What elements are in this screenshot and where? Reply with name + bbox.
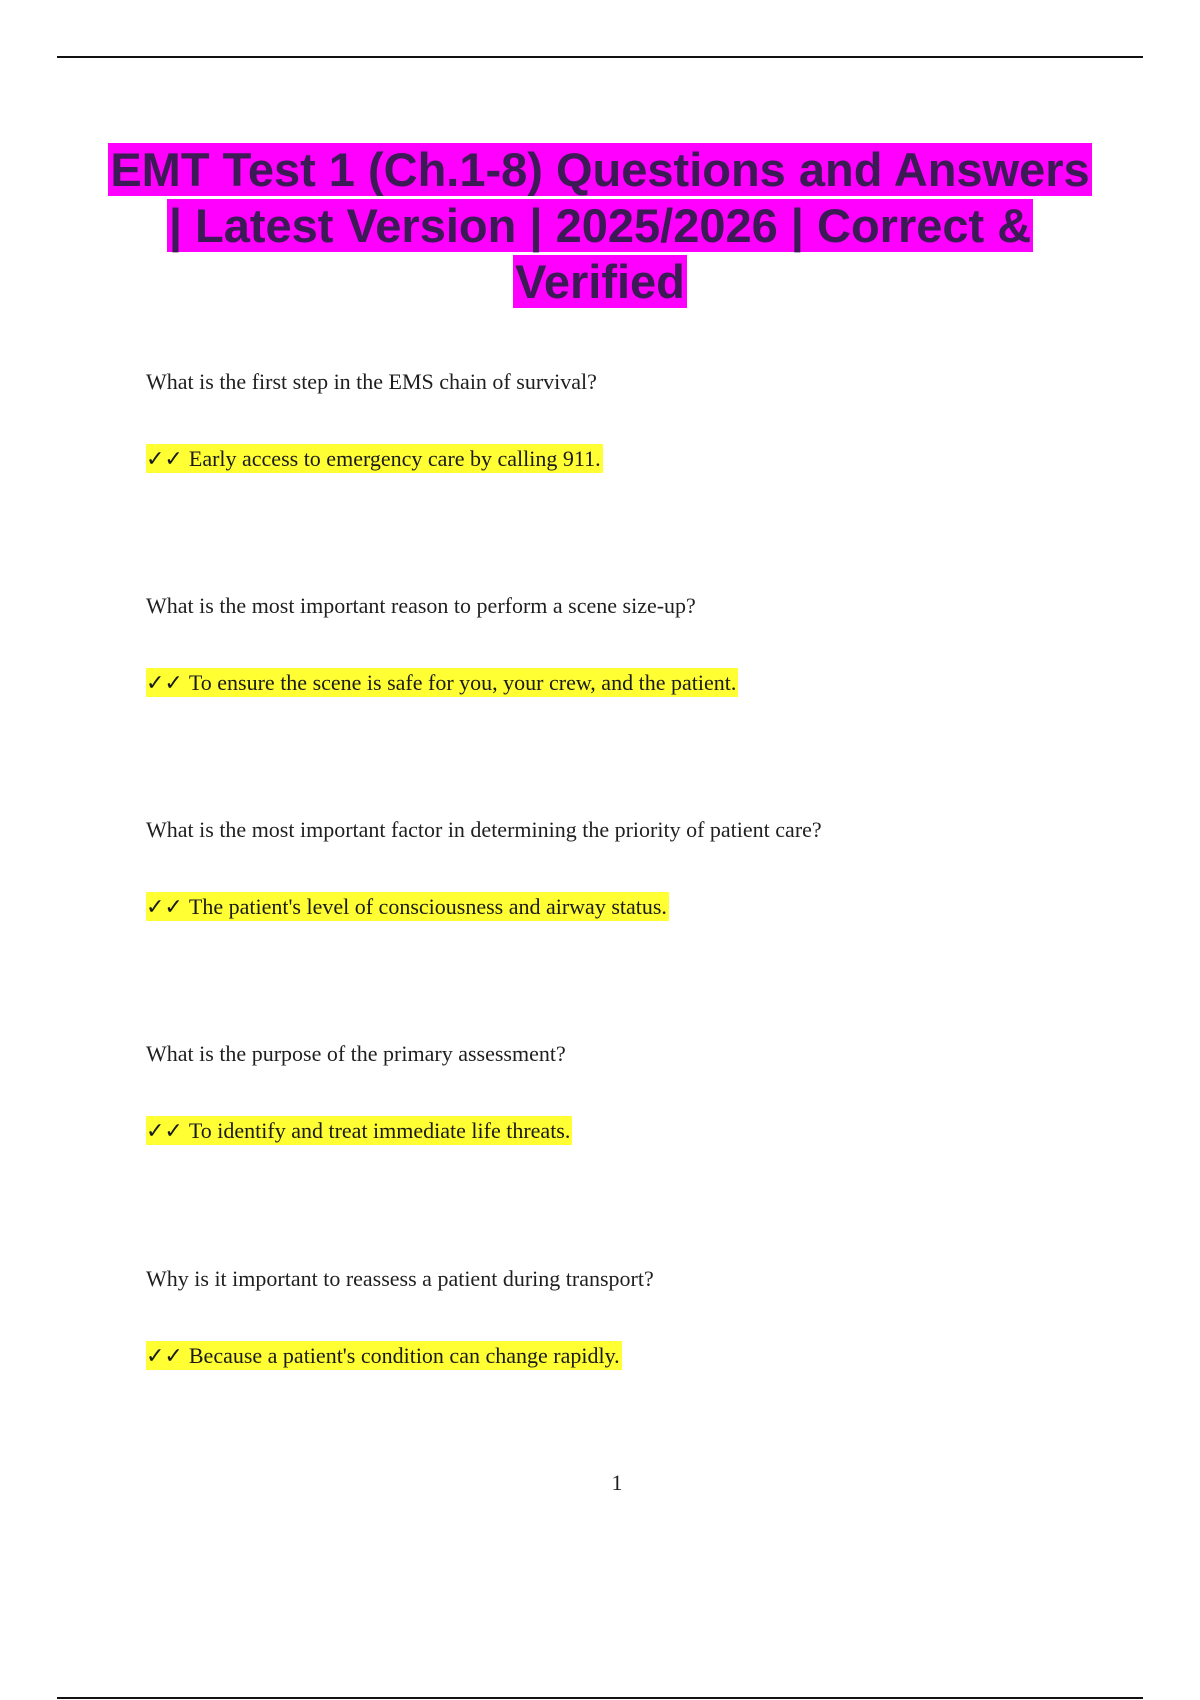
question-text: What is the purpose of the primary assessment? bbox=[146, 1041, 566, 1066]
qa-item-5 bbox=[146, 1265, 1106, 1371]
bottom-rule bbox=[57, 1697, 1143, 1699]
qa-item-3 bbox=[146, 816, 1106, 922]
answer-highlight bbox=[146, 668, 738, 697]
question-text: What is the most important reason to perform a scene size-up? bbox=[146, 593, 696, 618]
top-rule bbox=[57, 56, 1143, 58]
answer-block bbox=[146, 669, 1106, 698]
double-check-icon: ✓✓ bbox=[146, 671, 183, 696]
answer-text: The patient's level of consciousness and airway status. bbox=[188, 894, 667, 919]
double-check-icon: ✓✓ bbox=[146, 895, 183, 920]
question-text: What is the most important factor in determining the priority of patient care? bbox=[146, 817, 822, 842]
qa-item-2 bbox=[146, 592, 1106, 698]
answer-highlight bbox=[146, 1341, 622, 1370]
answer-highlight bbox=[146, 444, 603, 473]
answer-highlight bbox=[146, 892, 669, 921]
double-check-icon: ✓✓ bbox=[146, 1119, 183, 1144]
answer-block bbox=[146, 1342, 1106, 1371]
question-text: What is the first step in the EMS chain of survival? bbox=[146, 369, 597, 394]
answer-text: Early access to emergency care by calling 911. bbox=[188, 446, 601, 471]
answer-text: To ensure the scene is safe for you, your crew, and the patient. bbox=[188, 670, 737, 695]
double-check-icon: ✓✓ bbox=[146, 1344, 183, 1369]
double-check-icon: ✓✓ bbox=[146, 447, 183, 472]
answer-text: Because a patient's condition can change rapidly. bbox=[188, 1343, 620, 1368]
title-highlight: EMT Test 1 (Ch.1-8) Questions and Answers | Latest Version | 2025/2026 | Correct & Verified bbox=[110, 143, 1090, 308]
page-number: 1 bbox=[611, 1470, 623, 1495]
answer-text: To identify and treat immediate life threats. bbox=[188, 1118, 571, 1143]
answer-block bbox=[146, 893, 1106, 922]
answer-highlight bbox=[146, 1116, 572, 1145]
qa-item-4 bbox=[146, 1040, 1106, 1146]
answer-block bbox=[146, 1117, 1106, 1146]
answer-block bbox=[146, 445, 1106, 474]
qa-item-1 bbox=[146, 368, 1106, 474]
question-text: Why is it important to reassess a patient during transport? bbox=[146, 1266, 654, 1291]
document-title bbox=[100, 142, 1100, 310]
